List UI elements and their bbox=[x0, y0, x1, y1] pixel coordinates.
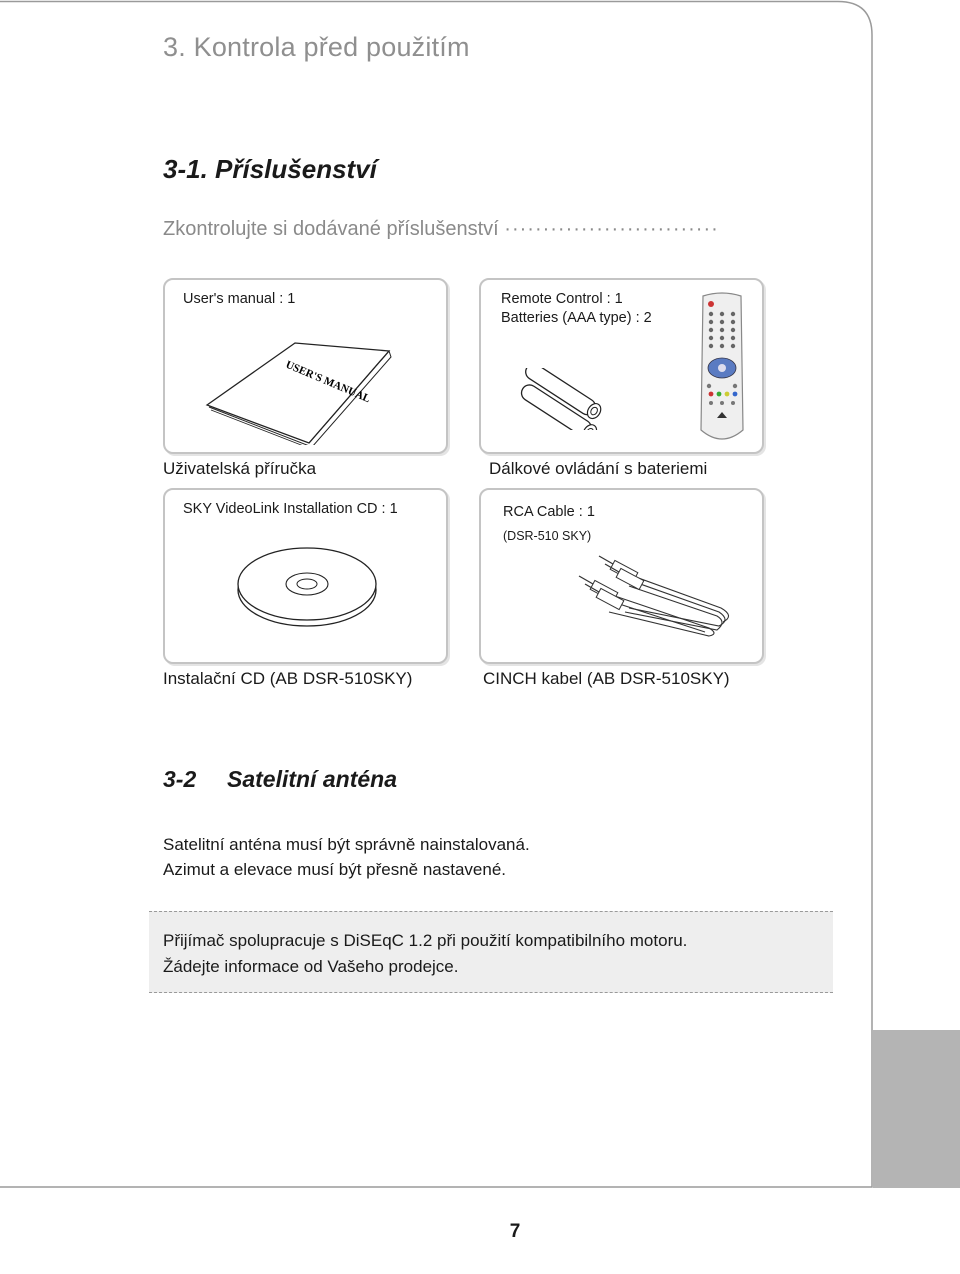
accessory-box-cd bbox=[163, 488, 448, 664]
side-tab bbox=[873, 1030, 960, 1188]
antenna-heading-number: 3-2 bbox=[163, 766, 197, 792]
caption-manual: Uživatelská příručka bbox=[163, 459, 317, 478]
antenna-heading bbox=[163, 766, 397, 793]
manual-cover-text: USER'S MANUAL bbox=[283, 358, 373, 406]
intro-text bbox=[163, 218, 719, 241]
accessory-box-cable bbox=[479, 488, 764, 664]
antenna-heading-title: Satelitní anténa bbox=[227, 766, 397, 792]
page-number: 7 bbox=[509, 1221, 521, 1242]
diseqc-note bbox=[149, 911, 833, 993]
cd-label: SKY VideoLink Installation CD : 1 bbox=[183, 501, 398, 517]
caption-cd: Instalační CD (AB DSR-510SKY) bbox=[163, 669, 413, 688]
section-title: 3-1. Příslušenství bbox=[163, 154, 377, 184]
antenna-line-1: Satelitní anténa musí být správně nainstalovaná. bbox=[163, 835, 530, 854]
batteries-illustration bbox=[509, 368, 609, 430]
manual-illustration bbox=[199, 335, 399, 445]
intro-dots: ···························· bbox=[504, 218, 719, 240]
cable-model: (DSR-510 SKY) bbox=[503, 529, 592, 543]
antenna-text bbox=[163, 832, 530, 882]
cd-illustration bbox=[235, 542, 379, 630]
rca-cable-illustration bbox=[569, 550, 745, 642]
antenna-line-2: Azimut a elevace musí být přesně nastavené. bbox=[163, 860, 507, 879]
intro-label: Zkontrolujte si dodávané příslušenství bbox=[163, 218, 499, 240]
remote-label: Remote Control : 1 bbox=[501, 291, 623, 307]
manual-label: User's manual : 1 bbox=[183, 291, 296, 307]
caption-remote: Dálkové ovládání s bateriemi bbox=[489, 459, 708, 478]
caption-cable: CINCH kabel (AB DSR-510SKY) bbox=[483, 669, 730, 688]
accessory-box-remote bbox=[479, 278, 764, 454]
chapter-title: 3. Kontrola před použitím bbox=[163, 32, 470, 62]
accessory-box-manual bbox=[163, 278, 448, 454]
remote-control-illustration bbox=[697, 290, 747, 446]
cable-label: RCA Cable : 1 bbox=[503, 504, 595, 520]
note-line-1: Přijímač spolupracuje s DiSEqC 1.2 při použití kompatibilního motoru. bbox=[163, 931, 688, 950]
note-line-2: Žádejte informace od Vašeho prodejce. bbox=[163, 957, 459, 976]
batteries-label: Batteries (AAA type) : 2 bbox=[501, 310, 652, 326]
